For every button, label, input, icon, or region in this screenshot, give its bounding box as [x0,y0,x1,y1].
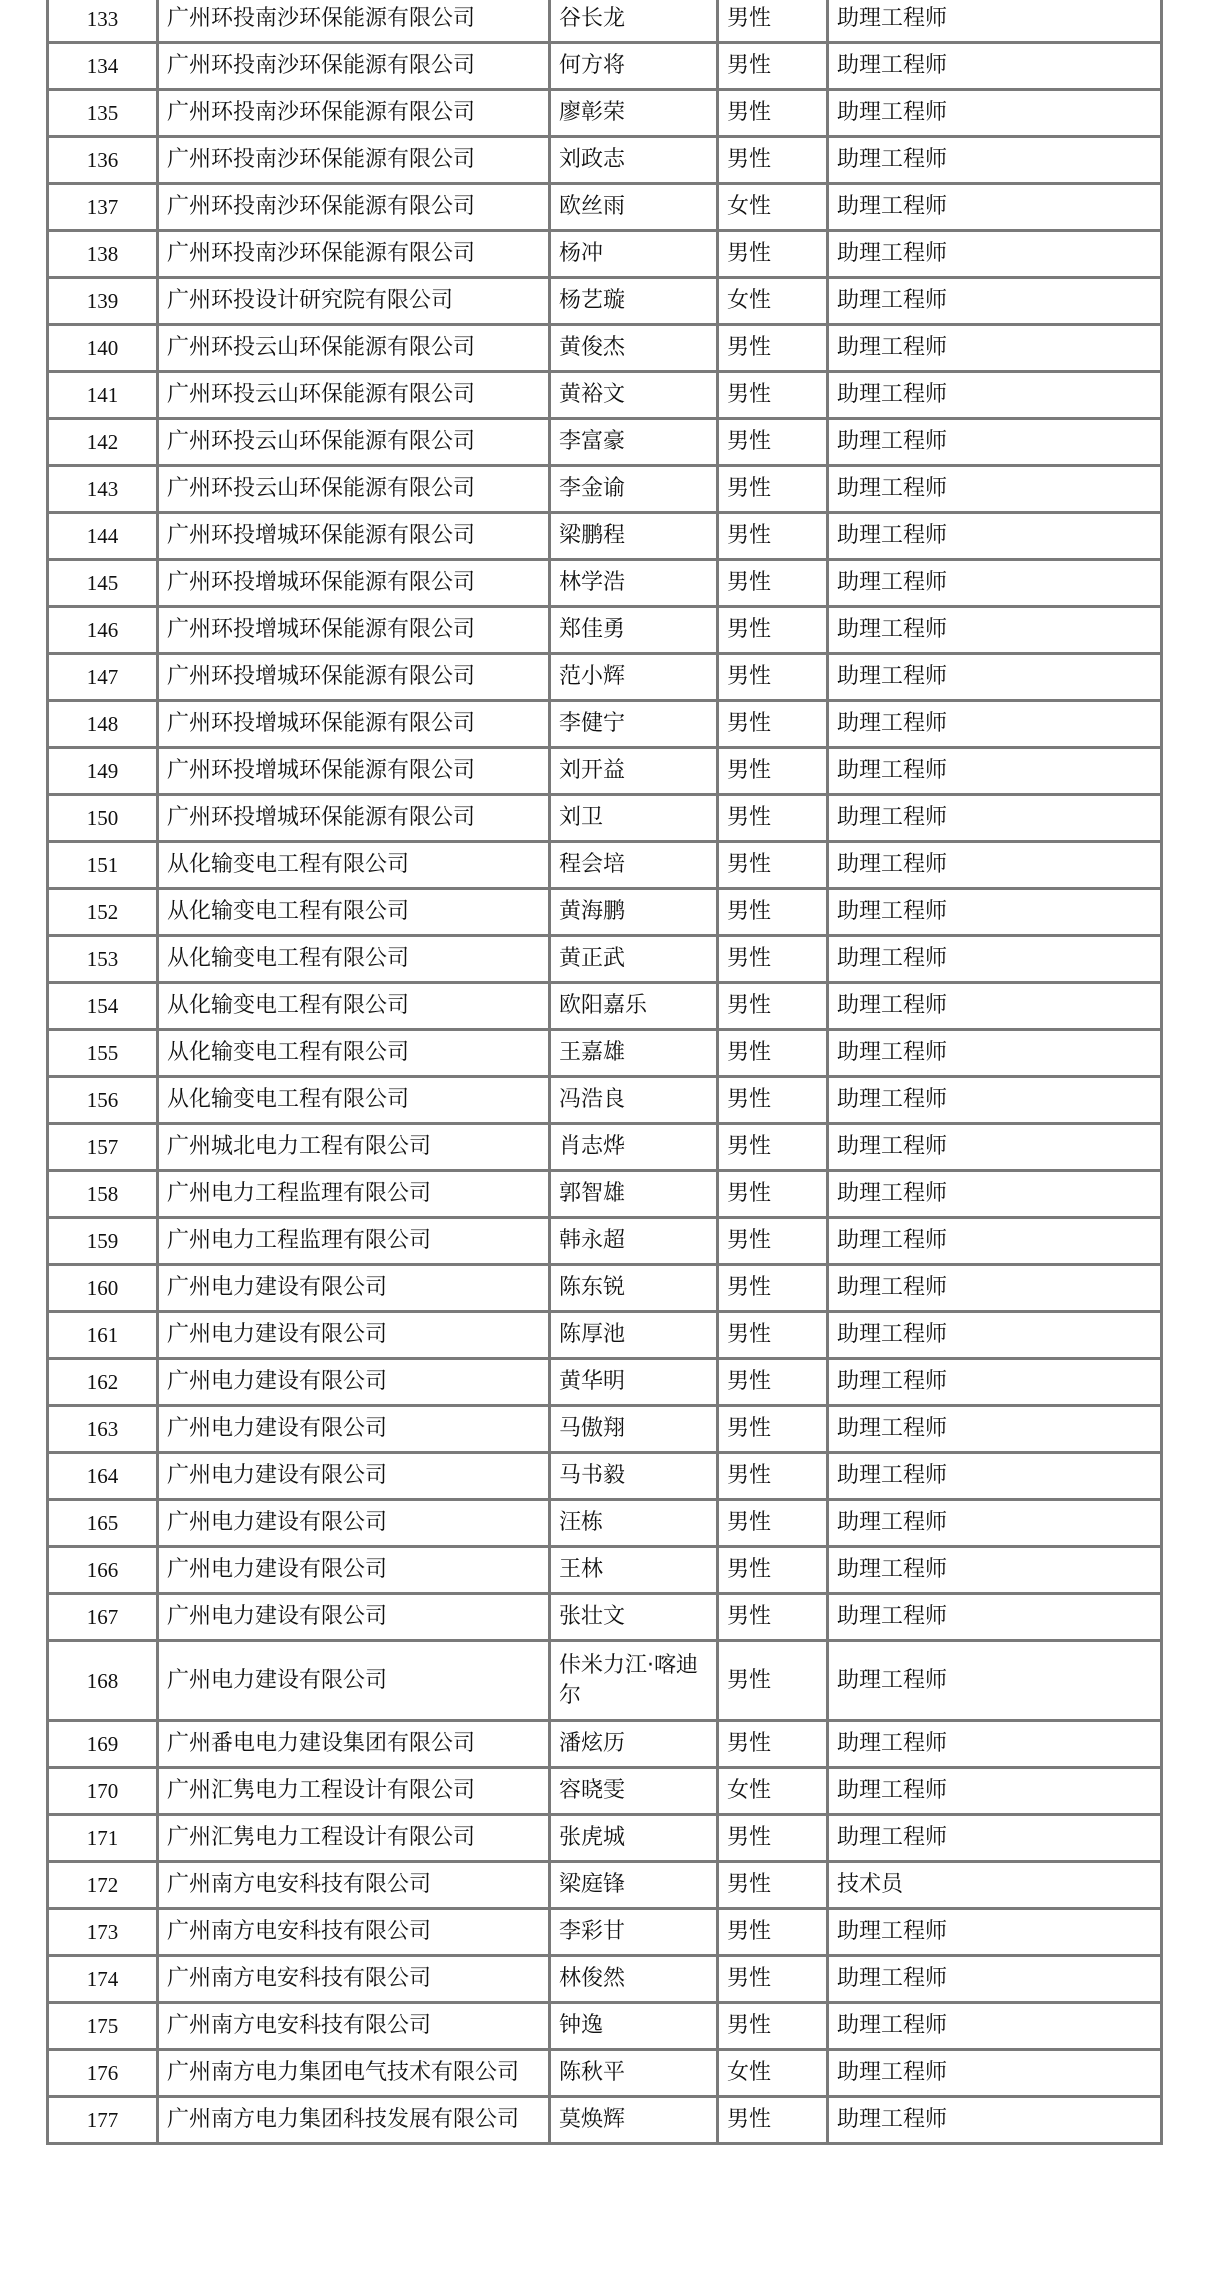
row-number-cell: 155 [48,1030,158,1077]
row-number-cell: 142 [48,419,158,466]
person-name-cell: 林俊然 [550,1956,718,2003]
company-name-cell: 广州电力建设有限公司 [158,1594,550,1641]
gender-cell: 女性 [718,184,828,231]
row-number-cell: 176 [48,2050,158,2097]
row-number-cell: 174 [48,1956,158,2003]
gender-cell: 男性 [718,748,828,795]
company-name-cell: 广州环投南沙环保能源有限公司 [158,184,550,231]
professional-title-cell: 助理工程师 [828,1124,1162,1171]
person-name-cell: 李金谕 [550,466,718,513]
table-row [48,1956,1162,2003]
row-number-cell: 154 [48,983,158,1030]
company-name-cell: 广州南方电安科技有限公司 [158,2003,550,2050]
table-row [48,1312,1162,1359]
professional-title-cell: 助理工程师 [828,466,1162,513]
gender-cell: 男性 [718,936,828,983]
gender-cell: 男性 [718,560,828,607]
professional-title-cell: 助理工程师 [828,560,1162,607]
company-name-cell: 广州环投南沙环保能源有限公司 [158,231,550,278]
row-number-cell: 168 [48,1641,158,1721]
professional-title-cell: 助理工程师 [828,372,1162,419]
person-name-cell: 郑佳勇 [550,607,718,654]
gender-cell: 男性 [718,2003,828,2050]
table-row [48,1359,1162,1406]
professional-title-cell: 助理工程师 [828,90,1162,137]
professional-title-cell: 助理工程师 [828,184,1162,231]
row-number-cell: 156 [48,1077,158,1124]
company-name-cell: 从化输变电工程有限公司 [158,1077,550,1124]
professional-title-cell: 助理工程师 [828,419,1162,466]
row-number-cell: 172 [48,1862,158,1909]
gender-cell: 男性 [718,325,828,372]
professional-title-cell: 助理工程师 [828,889,1162,936]
table-row [48,2097,1162,2144]
table-row [48,748,1162,795]
table-row [48,1406,1162,1453]
row-number-cell: 173 [48,1909,158,1956]
person-name-cell: 黄海鹏 [550,889,718,936]
professional-title-cell: 助理工程师 [828,1265,1162,1312]
table-row [48,513,1162,560]
row-number-cell: 177 [48,2097,158,2144]
company-name-cell: 广州环投云山环保能源有限公司 [158,372,550,419]
row-number-cell: 153 [48,936,158,983]
person-name-cell: 马书毅 [550,1453,718,1500]
row-number-cell: 165 [48,1500,158,1547]
company-name-cell: 广州环投云山环保能源有限公司 [158,325,550,372]
row-number-cell: 141 [48,372,158,419]
professional-title-cell: 助理工程师 [828,654,1162,701]
professional-title-cell: 助理工程师 [828,2003,1162,2050]
professional-title-cell: 助理工程师 [828,1030,1162,1077]
gender-cell: 男性 [718,1030,828,1077]
company-name-cell: 广州南方电安科技有限公司 [158,1909,550,1956]
row-number-cell: 144 [48,513,158,560]
gender-cell: 男性 [718,654,828,701]
table-row [48,1265,1162,1312]
professional-title-cell: 助理工程师 [828,1500,1162,1547]
gender-cell: 男性 [718,607,828,654]
company-name-cell: 广州环投增城环保能源有限公司 [158,795,550,842]
professional-title-cell: 助理工程师 [828,2050,1162,2097]
person-name-cell: 何方将 [550,43,718,90]
roster-table [46,0,1163,2145]
row-number-cell: 157 [48,1124,158,1171]
professional-title-cell: 助理工程师 [828,842,1162,889]
company-name-cell: 广州电力建设有限公司 [158,1547,550,1594]
professional-title-cell: 助理工程师 [828,936,1162,983]
row-number-cell: 175 [48,2003,158,2050]
row-number-cell: 159 [48,1218,158,1265]
company-name-cell: 从化输变电工程有限公司 [158,936,550,983]
row-number-cell: 138 [48,231,158,278]
table-row [48,2050,1162,2097]
person-name-cell: 林学浩 [550,560,718,607]
row-number-cell: 151 [48,842,158,889]
person-name-cell: 刘卫 [550,795,718,842]
table-row [48,1862,1162,1909]
table-row [48,1124,1162,1171]
row-number-cell: 170 [48,1768,158,1815]
table-row [48,466,1162,513]
gender-cell: 男性 [718,1124,828,1171]
person-name-cell: 王嘉雄 [550,1030,718,1077]
company-name-cell: 广州环投增城环保能源有限公司 [158,607,550,654]
table-row [48,1768,1162,1815]
table-row [48,137,1162,184]
table-row [48,1721,1162,1768]
row-number-cell: 163 [48,1406,158,1453]
professional-title-cell: 助理工程师 [828,1218,1162,1265]
row-number-cell: 171 [48,1815,158,1862]
person-name-cell: 程会培 [550,842,718,889]
company-name-cell: 广州环投南沙环保能源有限公司 [158,0,550,43]
company-name-cell: 广州城北电力工程有限公司 [158,1124,550,1171]
company-name-cell: 从化输变电工程有限公司 [158,889,550,936]
table-row [48,1641,1162,1721]
row-number-cell: 150 [48,795,158,842]
table-row [48,983,1162,1030]
person-name-cell: 张虎城 [550,1815,718,1862]
table-row [48,419,1162,466]
table-row [48,325,1162,372]
professional-title-cell: 助理工程师 [828,1547,1162,1594]
gender-cell: 女性 [718,2050,828,2097]
gender-cell: 男性 [718,1218,828,1265]
company-name-cell: 广州环投增城环保能源有限公司 [158,513,550,560]
professional-title-cell: 助理工程师 [828,1641,1162,1721]
gender-cell: 男性 [718,419,828,466]
gender-cell: 男性 [718,1500,828,1547]
row-number-cell: 152 [48,889,158,936]
company-name-cell: 广州环投增城环保能源有限公司 [158,654,550,701]
professional-title-cell: 助理工程师 [828,325,1162,372]
professional-title-cell: 助理工程师 [828,0,1162,43]
table-row [48,1030,1162,1077]
table-row [48,90,1162,137]
table-row [48,842,1162,889]
table-row [48,1547,1162,1594]
professional-title-cell: 助理工程师 [828,1453,1162,1500]
company-name-cell: 广州电力建设有限公司 [158,1359,550,1406]
row-number-cell: 137 [48,184,158,231]
gender-cell: 男性 [718,1862,828,1909]
row-number-cell: 149 [48,748,158,795]
person-name-cell: 陈秋平 [550,2050,718,2097]
row-number-cell: 146 [48,607,158,654]
professional-title-cell: 助理工程师 [828,1077,1162,1124]
person-name-cell: 杨艺璇 [550,278,718,325]
person-name-cell: 梁庭锋 [550,1862,718,1909]
professional-title-cell: 助理工程师 [828,607,1162,654]
person-name-cell: 钟逸 [550,2003,718,2050]
gender-cell: 男性 [718,466,828,513]
table-row [48,184,1162,231]
table-row [48,1453,1162,1500]
gender-cell: 男性 [718,1265,828,1312]
gender-cell: 男性 [718,1956,828,2003]
person-name-cell: 李健宁 [550,701,718,748]
row-number-cell: 169 [48,1721,158,1768]
person-name-cell: 梁鹏程 [550,513,718,560]
professional-title-cell: 助理工程师 [828,1359,1162,1406]
person-name-cell: 张壮文 [550,1594,718,1641]
person-name-cell: 佧米力江·喀迪尔 [550,1641,718,1721]
table-row [48,372,1162,419]
company-name-cell: 广州南方电力集团电气技术有限公司 [158,2050,550,2097]
gender-cell: 男性 [718,1312,828,1359]
person-name-cell: 莫焕辉 [550,2097,718,2144]
person-name-cell: 廖彰荣 [550,90,718,137]
person-name-cell: 韩永超 [550,1218,718,1265]
person-name-cell: 汪栋 [550,1500,718,1547]
table-row [48,1594,1162,1641]
company-name-cell: 广州电力工程监理有限公司 [158,1218,550,1265]
company-name-cell: 从化输变电工程有限公司 [158,1030,550,1077]
professional-title-cell: 助理工程师 [828,1815,1162,1862]
company-name-cell: 广州环投南沙环保能源有限公司 [158,90,550,137]
professional-title-cell: 助理工程师 [828,513,1162,560]
professional-title-cell: 助理工程师 [828,137,1162,184]
professional-title-cell: 助理工程师 [828,1909,1162,1956]
gender-cell: 男性 [718,795,828,842]
gender-cell: 男性 [718,983,828,1030]
person-name-cell: 李彩甘 [550,1909,718,1956]
person-name-cell: 谷长龙 [550,0,718,43]
row-number-cell: 166 [48,1547,158,1594]
person-name-cell: 杨冲 [550,231,718,278]
row-number-cell: 167 [48,1594,158,1641]
person-name-cell: 郭智雄 [550,1171,718,1218]
row-number-cell: 148 [48,701,158,748]
row-number-cell: 161 [48,1312,158,1359]
person-name-cell: 潘炫历 [550,1721,718,1768]
roster-table-body [48,0,1162,2144]
gender-cell: 男性 [718,1547,828,1594]
person-name-cell: 肖志烨 [550,1124,718,1171]
person-name-cell: 黄俊杰 [550,325,718,372]
gender-cell: 男性 [718,1909,828,1956]
professional-title-cell: 助理工程师 [828,1721,1162,1768]
gender-cell: 男性 [718,1594,828,1641]
company-name-cell: 广州环投增城环保能源有限公司 [158,748,550,795]
gender-cell: 男性 [718,701,828,748]
professional-title-cell: 助理工程师 [828,43,1162,90]
person-name-cell: 黄裕文 [550,372,718,419]
professional-title-cell: 助理工程师 [828,278,1162,325]
person-name-cell: 黄华明 [550,1359,718,1406]
row-number-cell: 134 [48,43,158,90]
gender-cell: 女性 [718,278,828,325]
table-row [48,607,1162,654]
person-name-cell: 范小辉 [550,654,718,701]
gender-cell: 男性 [718,842,828,889]
gender-cell: 男性 [718,1077,828,1124]
company-name-cell: 广州环投南沙环保能源有限公司 [158,43,550,90]
company-name-cell: 广州电力建设有限公司 [158,1312,550,1359]
gender-cell: 男性 [718,1406,828,1453]
gender-cell: 男性 [718,90,828,137]
professional-title-cell: 助理工程师 [828,748,1162,795]
person-name-cell: 马傲翔 [550,1406,718,1453]
company-name-cell: 从化输变电工程有限公司 [158,842,550,889]
row-number-cell: 143 [48,466,158,513]
company-name-cell: 广州南方电安科技有限公司 [158,1862,550,1909]
table-row [48,0,1162,43]
professional-title-cell: 助理工程师 [828,795,1162,842]
professional-title-cell: 助理工程师 [828,231,1162,278]
person-name-cell: 黄正武 [550,936,718,983]
table-row [48,936,1162,983]
gender-cell: 男性 [718,513,828,560]
gender-cell: 男性 [718,1453,828,1500]
person-name-cell: 冯浩良 [550,1077,718,1124]
row-number-cell: 160 [48,1265,158,1312]
company-name-cell: 广州电力建设有限公司 [158,1406,550,1453]
row-number-cell: 147 [48,654,158,701]
table-row [48,654,1162,701]
table-row [48,1815,1162,1862]
gender-cell: 男性 [718,1171,828,1218]
table-row [48,1171,1162,1218]
gender-cell: 男性 [718,1641,828,1721]
gender-cell: 女性 [718,1768,828,1815]
gender-cell: 男性 [718,137,828,184]
table-row [48,43,1162,90]
company-name-cell: 广州电力建设有限公司 [158,1265,550,1312]
person-name-cell: 李富豪 [550,419,718,466]
professional-title-cell: 助理工程师 [828,1312,1162,1359]
gender-cell: 男性 [718,1359,828,1406]
row-number-cell: 136 [48,137,158,184]
professional-title-cell: 技术员 [828,1862,1162,1909]
person-name-cell: 陈东锐 [550,1265,718,1312]
professional-title-cell: 助理工程师 [828,2097,1162,2144]
company-name-cell: 广州南方电力集团科技发展有限公司 [158,2097,550,2144]
row-number-cell: 140 [48,325,158,372]
gender-cell: 男性 [718,0,828,43]
company-name-cell: 广州环投云山环保能源有限公司 [158,466,550,513]
gender-cell: 男性 [718,372,828,419]
gender-cell: 男性 [718,2097,828,2144]
company-name-cell: 广州环投云山环保能源有限公司 [158,419,550,466]
company-name-cell: 广州电力建设有限公司 [158,1641,550,1721]
gender-cell: 男性 [718,1721,828,1768]
row-number-cell: 145 [48,560,158,607]
table-row [48,1218,1162,1265]
person-name-cell: 陈厚池 [550,1312,718,1359]
company-name-cell: 广州环投设计研究院有限公司 [158,278,550,325]
row-number-cell: 135 [48,90,158,137]
gender-cell: 男性 [718,43,828,90]
professional-title-cell: 助理工程师 [828,1594,1162,1641]
person-name-cell: 刘开益 [550,748,718,795]
professional-title-cell: 助理工程师 [828,1406,1162,1453]
professional-title-cell: 助理工程师 [828,983,1162,1030]
company-name-cell: 广州电力建设有限公司 [158,1500,550,1547]
company-name-cell: 广州汇隽电力工程设计有限公司 [158,1768,550,1815]
table-row [48,2003,1162,2050]
table-row [48,795,1162,842]
person-name-cell: 欧丝雨 [550,184,718,231]
company-name-cell: 广州环投南沙环保能源有限公司 [158,137,550,184]
row-number-cell: 139 [48,278,158,325]
table-row [48,701,1162,748]
professional-title-cell: 助理工程师 [828,1171,1162,1218]
person-name-cell: 刘政志 [550,137,718,184]
table-row [48,889,1162,936]
row-number-cell: 162 [48,1359,158,1406]
company-name-cell: 广州汇隽电力工程设计有限公司 [158,1815,550,1862]
person-name-cell: 王林 [550,1547,718,1594]
gender-cell: 男性 [718,231,828,278]
person-name-cell: 欧阳嘉乐 [550,983,718,1030]
gender-cell: 男性 [718,889,828,936]
gender-cell: 男性 [718,1815,828,1862]
row-number-cell: 133 [48,0,158,43]
company-name-cell: 广州电力建设有限公司 [158,1453,550,1500]
table-row [48,1909,1162,1956]
professional-title-cell: 助理工程师 [828,701,1162,748]
table-row [48,560,1162,607]
company-name-cell: 从化输变电工程有限公司 [158,983,550,1030]
company-name-cell: 广州电力工程监理有限公司 [158,1171,550,1218]
row-number-cell: 158 [48,1171,158,1218]
table-row [48,278,1162,325]
professional-title-cell: 助理工程师 [828,1768,1162,1815]
table-row [48,231,1162,278]
person-name-cell: 容晓雯 [550,1768,718,1815]
company-name-cell: 广州环投增城环保能源有限公司 [158,560,550,607]
company-name-cell: 广州番电电力建设集团有限公司 [158,1721,550,1768]
document-page [46,0,1160,2145]
company-name-cell: 广州南方电安科技有限公司 [158,1956,550,2003]
row-number-cell: 164 [48,1453,158,1500]
table-row [48,1500,1162,1547]
table-row [48,1077,1162,1124]
company-name-cell: 广州环投增城环保能源有限公司 [158,701,550,748]
professional-title-cell: 助理工程师 [828,1956,1162,2003]
